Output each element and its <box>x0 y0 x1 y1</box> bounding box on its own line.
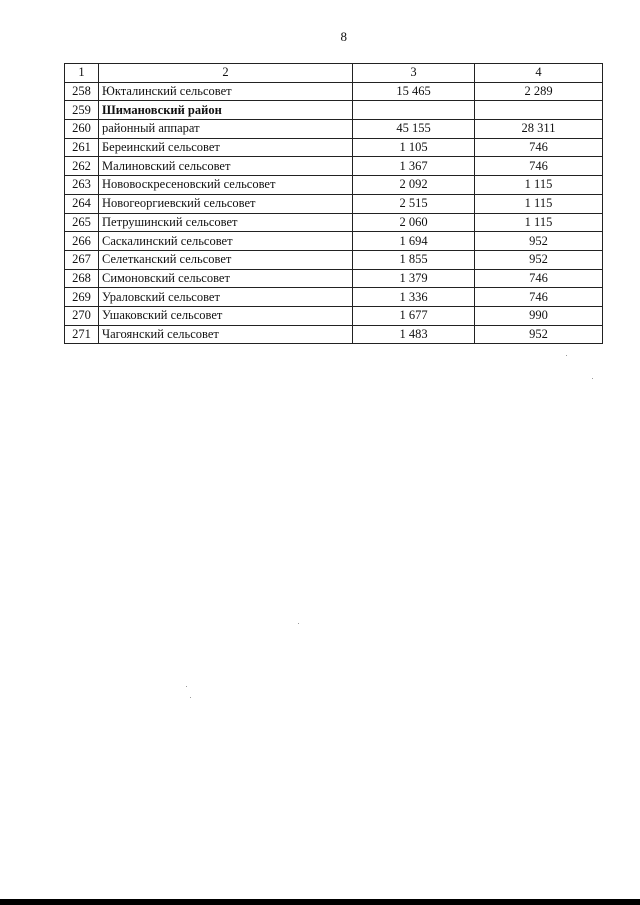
table-row <box>65 194 603 213</box>
row-value-col4-cell: 1 115 <box>475 176 603 195</box>
row-number-cell: 269 <box>65 288 99 307</box>
row-name-cell: Новогеоргиевский сельсовет <box>99 194 353 213</box>
row-value-col4-cell: 746 <box>475 269 603 288</box>
row-name-cell: Чагоянский сельсовет <box>99 325 353 344</box>
column-header-1: 1 <box>65 64 99 83</box>
row-name-cell: Симоновский сельсовет <box>99 269 353 288</box>
row-value-col3-cell: 1 677 <box>353 306 475 325</box>
scan-speck <box>190 697 191 698</box>
row-value-col3-cell: 15 465 <box>353 82 475 101</box>
row-name-cell: Шимановский район <box>99 101 353 120</box>
row-value-col3-cell: 2 515 <box>353 194 475 213</box>
row-name-cell: Юкталинский сельсовет <box>99 82 353 101</box>
row-name-cell: Малиновский сельсовет <box>99 157 353 176</box>
row-value-col3-cell: 1 855 <box>353 250 475 269</box>
table-row <box>65 250 603 269</box>
row-number-cell: 263 <box>65 176 99 195</box>
row-value-col3-cell: 2 092 <box>353 176 475 195</box>
row-value-col3-cell: 1 483 <box>353 325 475 344</box>
row-name-cell: Ушаковский сельсовет <box>99 306 353 325</box>
row-value-col3-cell: 1 105 <box>353 138 475 157</box>
row-value-col4-cell <box>475 101 603 120</box>
row-value-col4-cell: 952 <box>475 250 603 269</box>
row-value-col4-cell: 746 <box>475 157 603 176</box>
table-row <box>65 269 603 288</box>
table-header-row <box>65 64 603 83</box>
row-value-col4-cell: 952 <box>475 325 603 344</box>
column-header-3: 3 <box>353 64 475 83</box>
row-number-cell: 268 <box>65 269 99 288</box>
row-value-col4-cell: 990 <box>475 306 603 325</box>
row-name-cell: Ураловский сельсовет <box>99 288 353 307</box>
table-body <box>65 82 603 344</box>
row-name-cell: Нововоскресеновский сельсовет <box>99 176 353 195</box>
scan-speck <box>298 623 299 624</box>
table-row <box>65 232 603 251</box>
row-name-cell: Береинский сельсовет <box>99 138 353 157</box>
table-row <box>65 101 603 120</box>
page-number: 8 <box>340 29 348 44</box>
row-value-col4-cell: 952 <box>475 232 603 251</box>
table-row <box>65 138 603 157</box>
table-row <box>65 82 603 101</box>
budget-table <box>64 63 603 344</box>
row-number-cell: 270 <box>65 306 99 325</box>
row-value-col3-cell: 1 336 <box>353 288 475 307</box>
row-number-cell: 258 <box>65 82 99 101</box>
table-row <box>65 120 603 139</box>
table-row <box>65 325 603 344</box>
table-row <box>65 176 603 195</box>
row-name-cell: районный аппарат <box>99 120 353 139</box>
column-header-2: 2 <box>99 64 353 83</box>
row-value-col4-cell: 28 311 <box>475 120 603 139</box>
row-number-cell: 261 <box>65 138 99 157</box>
row-value-col3-cell: 1 694 <box>353 232 475 251</box>
row-value-col3-cell: 1 367 <box>353 157 475 176</box>
row-value-col4-cell: 1 115 <box>475 213 603 232</box>
scan-speck <box>566 355 567 356</box>
row-number-cell: 267 <box>65 250 99 269</box>
scan-speck <box>186 686 187 687</box>
column-header-4: 4 <box>475 64 603 83</box>
row-value-col4-cell: 746 <box>475 138 603 157</box>
row-number-cell: 265 <box>65 213 99 232</box>
row-number-cell: 259 <box>65 101 99 120</box>
scan-bottom-edge <box>0 899 640 905</box>
row-number-cell: 260 <box>65 120 99 139</box>
row-number-cell: 266 <box>65 232 99 251</box>
row-value-col3-cell: 2 060 <box>353 213 475 232</box>
row-value-col3-cell: 1 379 <box>353 269 475 288</box>
row-number-cell: 271 <box>65 325 99 344</box>
scan-speck <box>592 378 593 379</box>
row-name-cell: Селетканский сельсовет <box>99 250 353 269</box>
table-row <box>65 288 603 307</box>
row-value-col3-cell <box>353 101 475 120</box>
table-row <box>65 213 603 232</box>
table-row <box>65 306 603 325</box>
row-number-cell: 262 <box>65 157 99 176</box>
row-value-col4-cell: 746 <box>475 288 603 307</box>
row-value-col4-cell: 2 289 <box>475 82 603 101</box>
row-name-cell: Петрушинский сельсовет <box>99 213 353 232</box>
row-name-cell: Саскалинский сельсовет <box>99 232 353 251</box>
row-value-col3-cell: 45 155 <box>353 120 475 139</box>
row-number-cell: 264 <box>65 194 99 213</box>
table-row <box>65 157 603 176</box>
row-value-col4-cell: 1 115 <box>475 194 603 213</box>
